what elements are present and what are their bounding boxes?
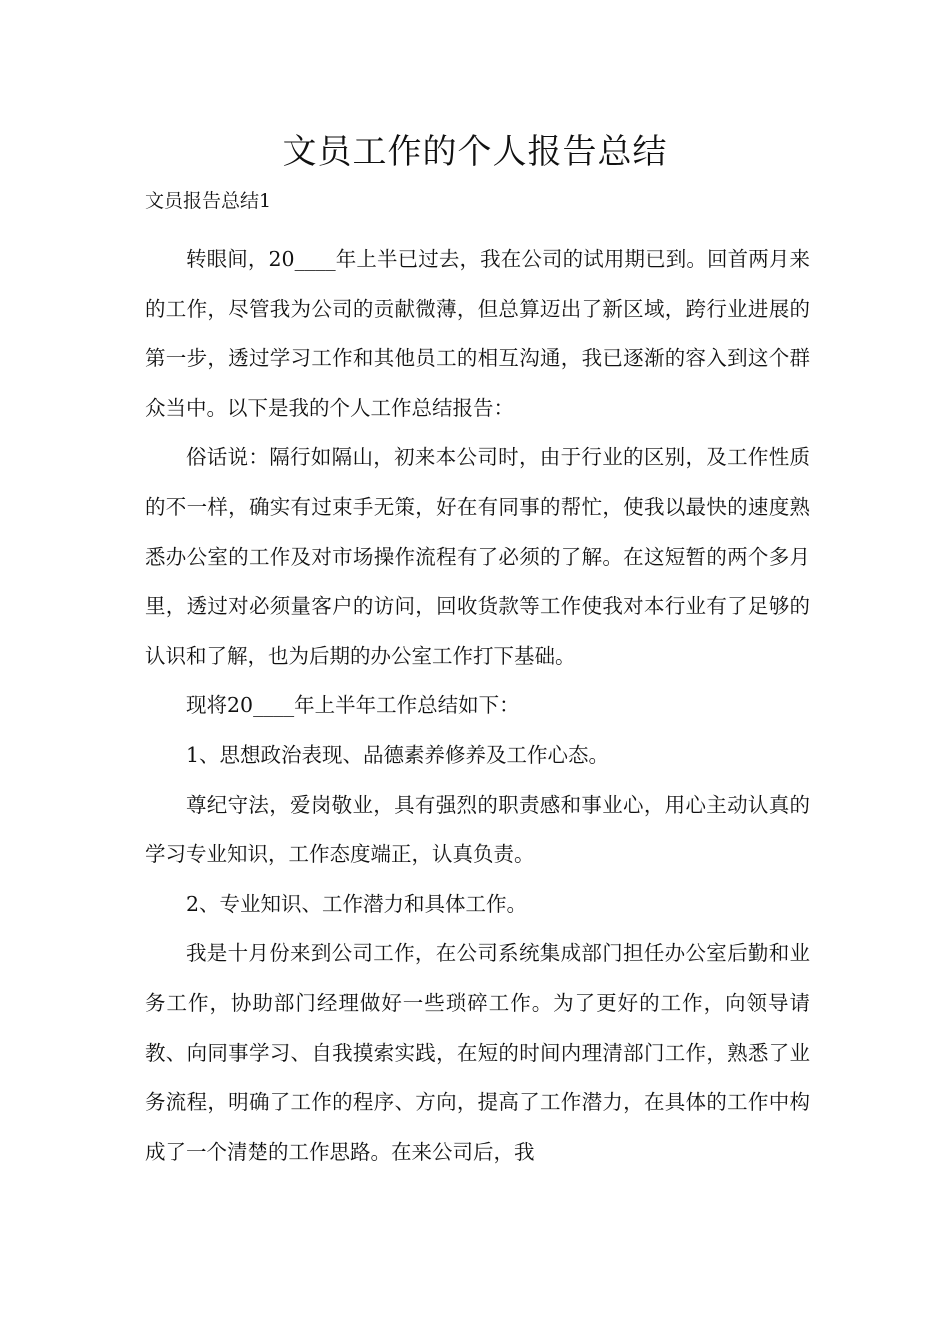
document-title: 文员工作的个人报告总结	[282, 132, 668, 172]
section-heading: 文员报告总结1	[145, 190, 272, 212]
paragraph-proverb: 俗话说：隔行如隔山，初来本公司时，由于行业的区别，及工作性质的不一样，确实有过束手无策，好在有同事的帮忙，使我以最快的速度熟悉办公室的工作及对市场操作流程有了必须的了解。在这短暂的两个多月里，透过对必须量客户的访问，回收货款等工作使我对本行业有了足够的认识和了解，也为后期的办公室工作打下基础。	[145, 445, 810, 668]
paragraph-item-1-heading: 1、思想政治表现、品德素养修养及工作心态。	[186, 742, 610, 767]
paragraph-item-1-body: 尊纪守法，爱岗敬业，具有强烈的职责感和事业心，用心主动认真的学习专业知识，工作态度端正，认真负责。	[145, 792, 810, 867]
paragraph-intro: 转眼间，20____年上半已过去，我在公司的试用期已到。回首两月来的工作，尽管我为公司的贡献微薄，但总算迈出了新区域，跨行业进展的第一步，透过学习工作和其他员工的相互沟通，我已逐渐的容入到这个群众当中。以下是我的个人工作总结报告：	[145, 247, 810, 420]
document-body	[145, 235, 810, 1177]
paragraph-item-2-heading: 2、专业知识、工作潜力和具体工作。	[186, 891, 528, 916]
paragraph-item-2-body: 我是十月份来到公司工作，在公司系统集成部门担任办公室后勤和业务工作，协助部门经理做好一些琐碎工作。为了更好的工作，向领导请教、向同事学习、自我摸索实践，在短的时间内理清部门工作，熟悉了业务流程，明确了工作的程序、方向，提高了工作潜力，在具体的工作中构成了一个清楚的工作思路。在来公司后，我	[145, 941, 810, 1164]
paragraph-summary-lead: 现将20____年上半年工作总结如下：	[186, 693, 520, 718]
